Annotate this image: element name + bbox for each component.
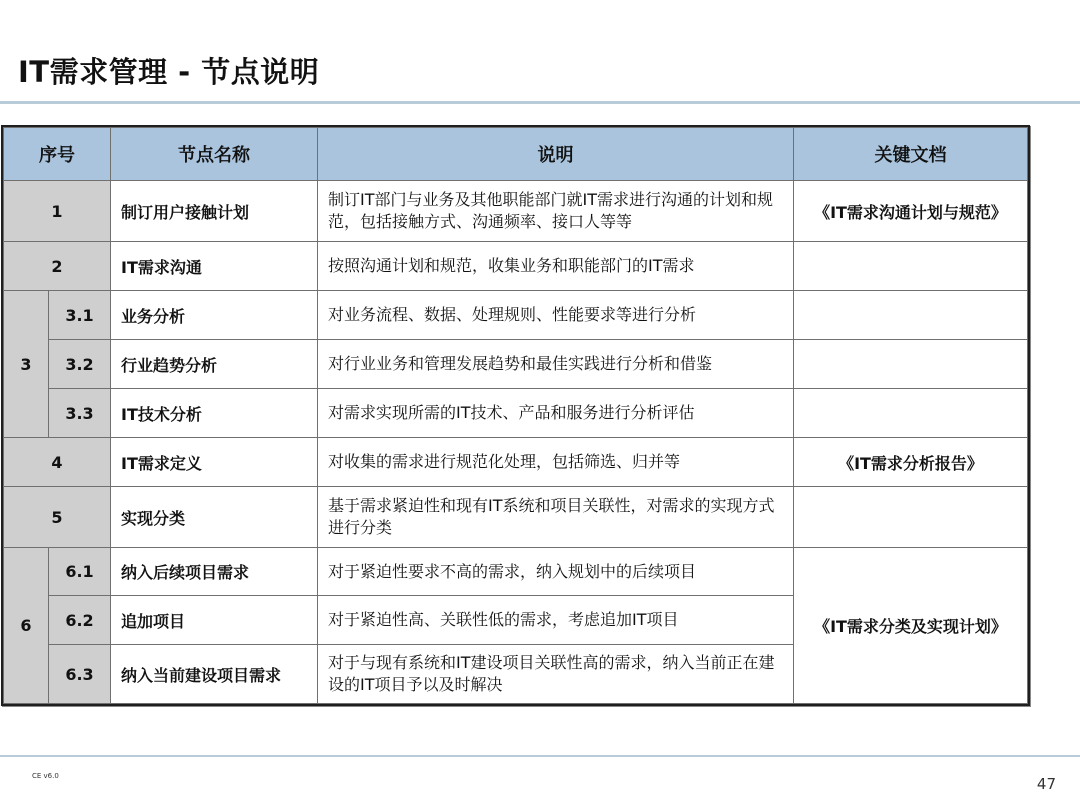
- key-document: [794, 291, 1028, 340]
- table-header-row: [4, 128, 1028, 181]
- key-document: [794, 340, 1028, 389]
- node-name: 业务分析: [111, 291, 318, 340]
- sub-number: 6.2: [49, 596, 111, 645]
- node-name: 纳入当前建设项目需求: [111, 645, 318, 704]
- row-number: 5: [4, 487, 111, 548]
- node-table: [1, 125, 1030, 706]
- table-row: [4, 389, 1028, 438]
- key-document: [794, 487, 1028, 548]
- row-number: 2: [4, 242, 111, 291]
- row-number: 1: [4, 181, 111, 242]
- node-description: 对于紧迫性要求不高的需求，纳入规划中的后续项目: [318, 548, 794, 596]
- header-node-name: 节点名称: [111, 128, 318, 181]
- sub-number: 3.3: [49, 389, 111, 438]
- table-row: [4, 438, 1028, 487]
- table-row: [4, 242, 1028, 291]
- node-name: 追加项目: [111, 596, 318, 645]
- node-description: 对收集的需求进行规范化处理，包括筛选、归并等: [318, 438, 794, 487]
- node-name: 制订用户接触计划: [111, 181, 318, 242]
- key-document: 《IT需求分类及实现计划》: [794, 548, 1028, 704]
- node-name: 实现分类: [111, 487, 318, 548]
- sub-number: 6.3: [49, 645, 111, 704]
- node-description: 按照沟通计划和规范，收集业务和职能部门的IT需求: [318, 242, 794, 291]
- sub-number: 6.1: [49, 548, 111, 596]
- group-number: 3: [4, 291, 49, 438]
- header-key-document: 关键文档: [794, 128, 1028, 181]
- key-document: 《IT需求沟通计划与规范》: [794, 181, 1028, 242]
- title-divider: [0, 101, 1080, 104]
- page-title: IT需求管理 - 节点说明: [18, 55, 320, 89]
- node-name: 行业趋势分析: [111, 340, 318, 389]
- header-seq: 序号: [4, 128, 111, 181]
- table-row: [4, 548, 1028, 596]
- node-description: 基于需求紧迫性和现有IT系统和项目关联性，对需求的实现方式进行分类: [318, 487, 794, 548]
- table-row: [4, 291, 1028, 340]
- key-document: [794, 242, 1028, 291]
- group-number: 6: [4, 548, 49, 704]
- sub-number: 3.1: [49, 291, 111, 340]
- row-number: 4: [4, 438, 111, 487]
- node-name: 纳入后续项目需求: [111, 548, 318, 596]
- key-document: [794, 389, 1028, 438]
- node-description: 对业务流程、数据、处理规则、性能要求等进行分析: [318, 291, 794, 340]
- table-row: [4, 340, 1028, 389]
- node-description: 对于与现有系统和IT建设项目关联性高的需求，纳入当前正在建设的IT项目予以及时解决: [318, 645, 794, 704]
- node-name: IT技术分析: [111, 389, 318, 438]
- node-description: 对于紧迫性高、关联性低的需求，考虑追加IT项目: [318, 596, 794, 645]
- header-description: 说明: [318, 128, 794, 181]
- node-description: 对需求实现所需的IT技术、产品和服务进行分析评估: [318, 389, 794, 438]
- key-document: 《IT需求分析报告》: [794, 438, 1028, 487]
- version-label: CE v6.0: [32, 772, 59, 780]
- node-description: 对行业业务和管理发展趋势和最佳实践进行分析和借鉴: [318, 340, 794, 389]
- table-row: [4, 487, 1028, 548]
- node-name: IT需求定义: [111, 438, 318, 487]
- table-row: [4, 181, 1028, 242]
- node-description: 制订IT部门与业务及其他职能部门就IT需求进行沟通的计划和规范，包括接触方式、沟通频率、接口人等等: [318, 181, 794, 242]
- footer-divider: [0, 755, 1080, 757]
- page-number: 47: [1036, 775, 1056, 793]
- node-name: IT需求沟通: [111, 242, 318, 291]
- sub-number: 3.2: [49, 340, 111, 389]
